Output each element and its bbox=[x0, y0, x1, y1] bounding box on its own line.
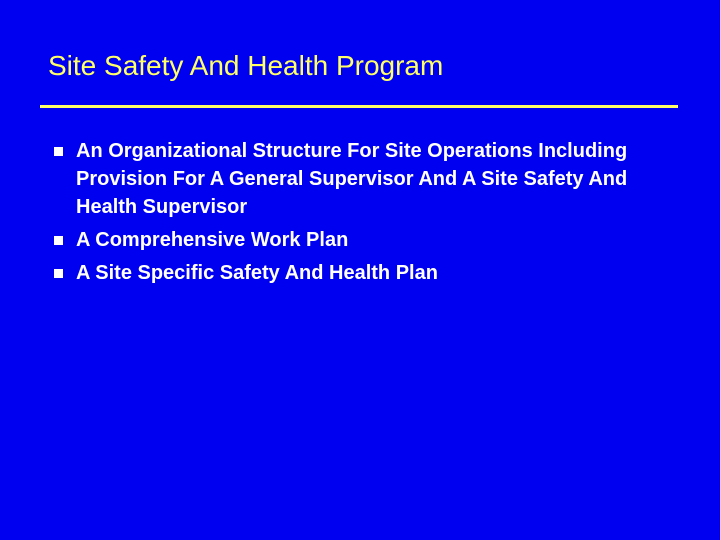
slide-title: Site Safety And Health Program bbox=[48, 50, 444, 81]
bullet-list bbox=[48, 137, 688, 292]
bullet-item bbox=[48, 259, 688, 287]
bullet-text: A Site Specific Safety And Health Plan bbox=[76, 262, 438, 284]
square-bullet-icon bbox=[54, 236, 63, 245]
square-bullet-icon bbox=[54, 269, 63, 278]
bullet-item bbox=[48, 137, 688, 221]
square-bullet-icon bbox=[54, 147, 63, 156]
bullet-text: A Comprehensive Work Plan bbox=[76, 229, 349, 251]
bullet-text: An Organizational Structure For Site Operations Including Provision For A General Supervisor And A Site Safety And Health Supervisor bbox=[76, 140, 628, 218]
bullet-item bbox=[48, 226, 688, 254]
title-underline bbox=[40, 105, 678, 108]
